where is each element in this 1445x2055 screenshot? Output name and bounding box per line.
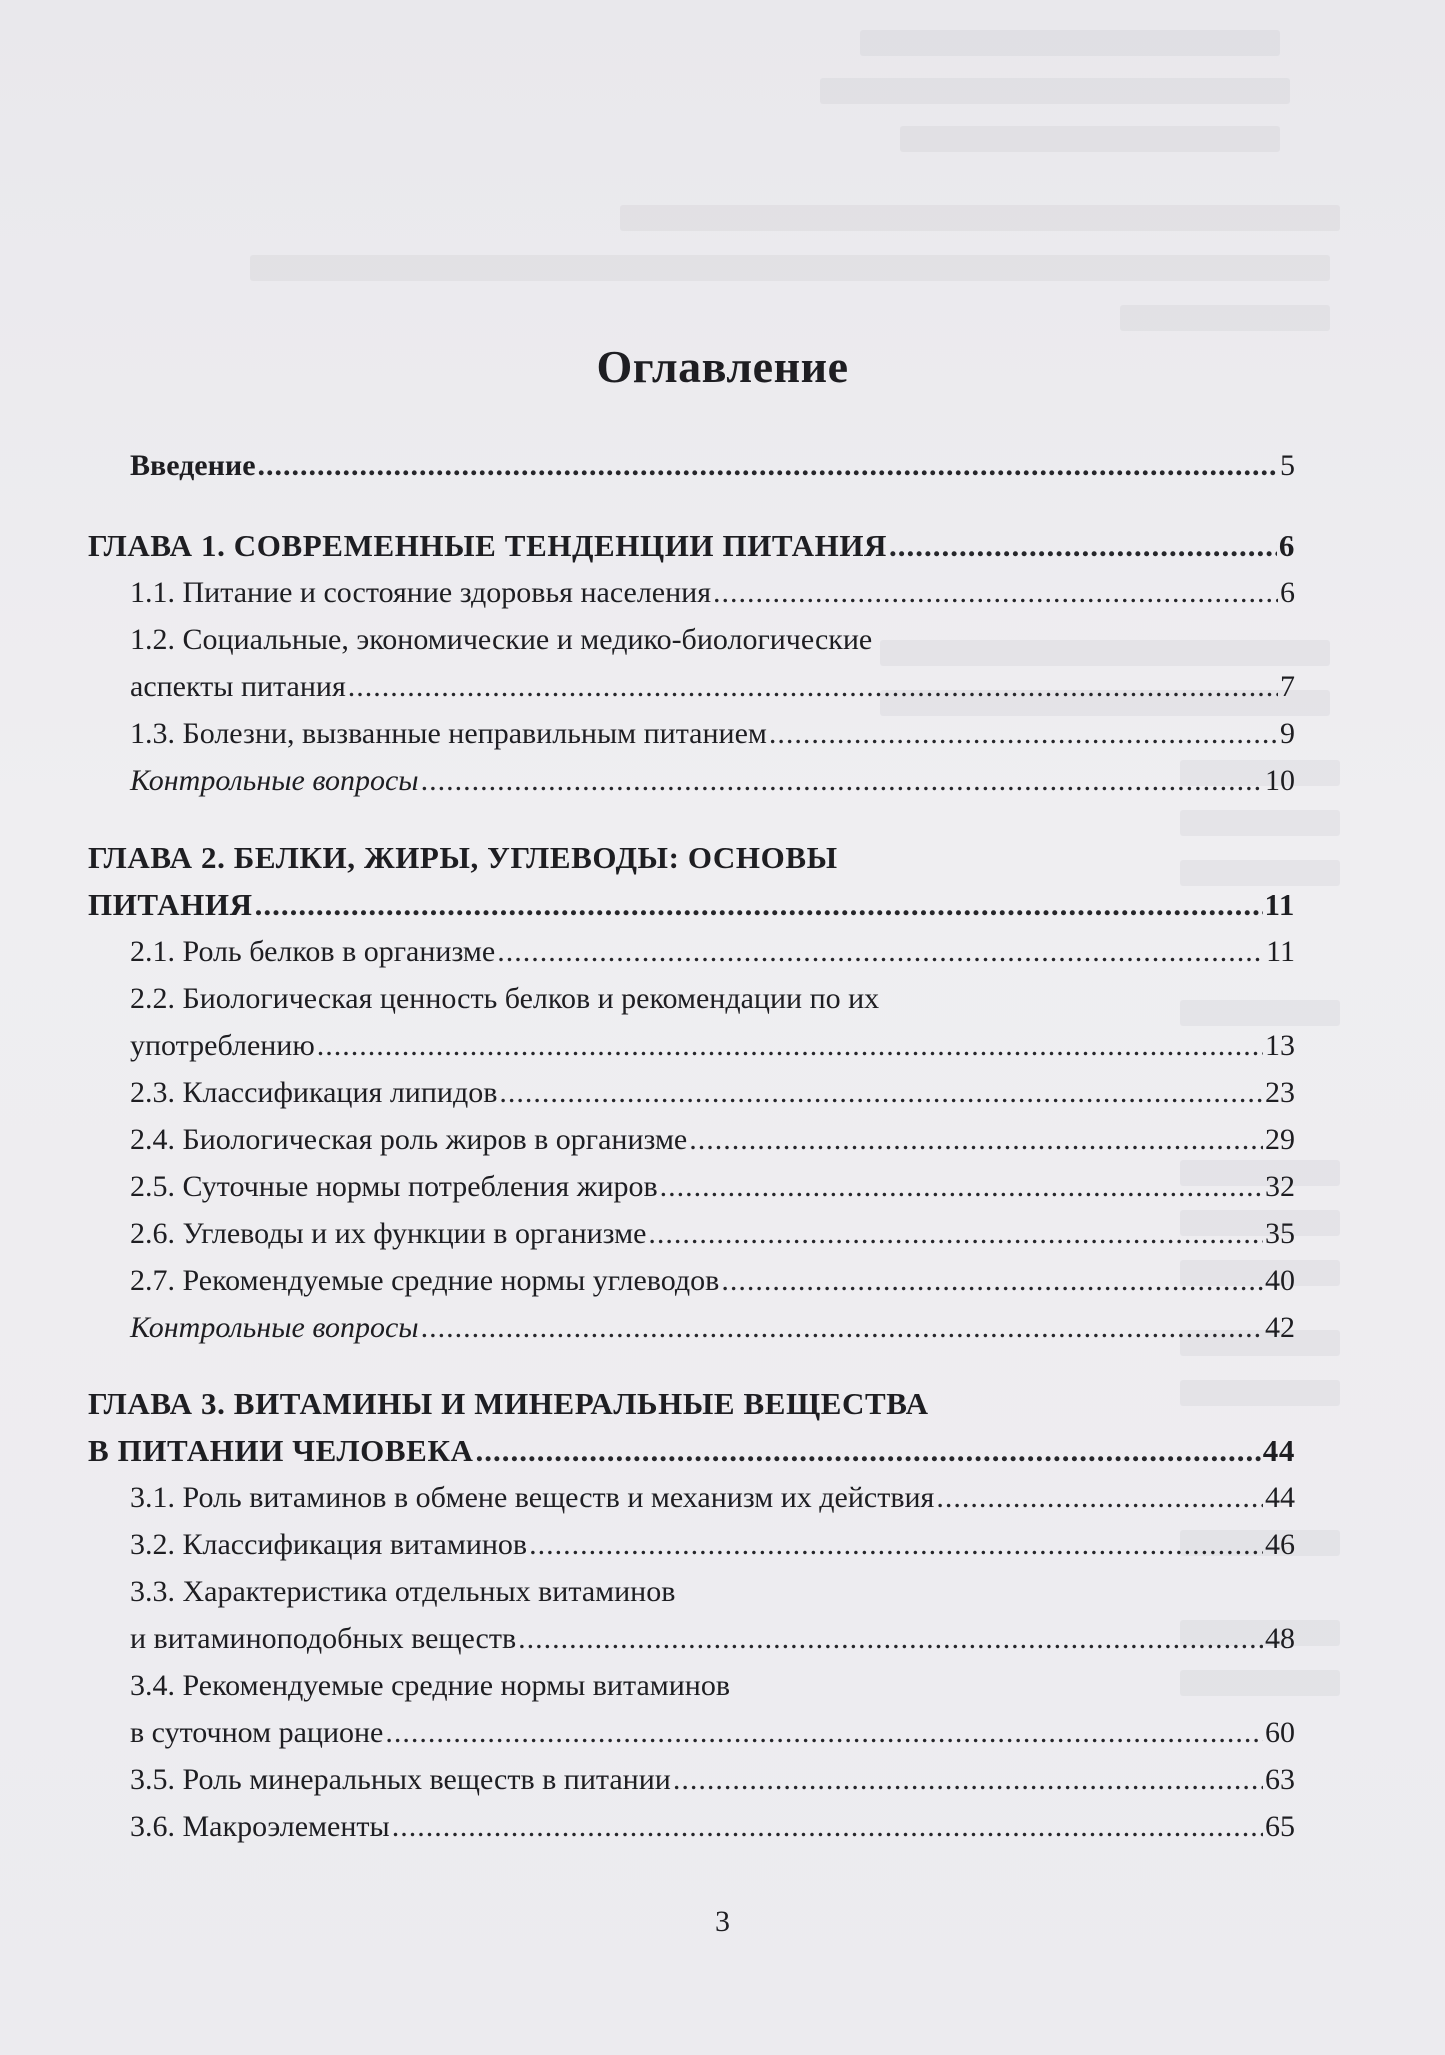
toc-page-number: 29 (1265, 1123, 1295, 1156)
toc-section-1-2[interactable] (130, 666, 1295, 708)
toc-chapter-3[interactable] (88, 1430, 1295, 1472)
toc-page-number: 9 (1280, 717, 1295, 750)
toc-section-3-1[interactable] (130, 1477, 1295, 1519)
toc-leader-dots (889, 525, 1277, 567)
toc-entry-label: употреблению (130, 1029, 315, 1062)
toc-entry-label: ПИТАНИЯ (88, 887, 253, 922)
toc-page-number: 42 (1265, 1311, 1295, 1344)
toc-entry-label: 2.7. Рекомендуемые средние нормы углеводов (130, 1264, 720, 1297)
toc-section-1-3[interactable] (130, 713, 1295, 755)
toc-leader-dots (499, 1072, 1263, 1114)
toc-section-2-2-line1[interactable]: 2.2. Биологическая ценность белков и рекомендации по их (130, 982, 880, 1015)
toc-leader-dots (421, 760, 1263, 802)
toc-leader-dots (421, 1307, 1263, 1349)
toc-section-1-1[interactable] (130, 572, 1295, 614)
toc-entry-label: 2.6. Углеводы и их функции в организме (130, 1217, 647, 1250)
page-number: 3 (715, 1905, 730, 1938)
toc-section-2-3[interactable] (130, 1072, 1295, 1114)
toc-leader-dots (518, 1618, 1263, 1660)
toc-entry-label: 3.2. Классификация витаминов (130, 1528, 528, 1561)
toc-page-number: 44 (1265, 1481, 1295, 1514)
toc-leader-dots (385, 1712, 1263, 1754)
toc-questions-1[interactable] (130, 760, 1295, 802)
toc-entry-label: 3.6. Макроэлементы (130, 1810, 390, 1843)
toc-entry-label: в суточном рационе (130, 1716, 384, 1749)
toc-leader-dots (673, 1759, 1263, 1801)
toc-chapter-3-line1[interactable]: ГЛАВА 3. ВИТАМИНЫ И МИНЕРАЛЬНЫЕ ВЕЩЕСТВА (88, 1386, 929, 1421)
toc-section-3-4[interactable] (130, 1712, 1295, 1754)
toc-page-number: 13 (1265, 1029, 1295, 1062)
toc-page-number: 46 (1265, 1528, 1295, 1561)
toc-leader-dots (348, 666, 1278, 708)
toc-page-number: 65 (1265, 1810, 1295, 1843)
toc-leader-dots (689, 1119, 1263, 1161)
toc-entry-label: 2.4. Биологическая роль жиров в организме (130, 1123, 688, 1156)
toc-leader-dots (529, 1524, 1263, 1566)
toc-entry-label: ГЛАВА 1. СОВРЕМЕННЫЕ ТЕНДЕНЦИИ ПИТАНИЯ (88, 528, 888, 563)
toc-section-3-4-line1[interactable]: 3.4. Рекомендуемые средние нормы витаминов (130, 1669, 731, 1702)
toc-page-number: 5 (1280, 449, 1295, 482)
toc-questions-2[interactable] (130, 1307, 1295, 1349)
toc-section-2-6[interactable] (130, 1213, 1295, 1255)
toc-leader-dots (769, 713, 1278, 755)
toc-section-3-6[interactable] (130, 1806, 1295, 1848)
toc-page-number: 23 (1265, 1076, 1295, 1109)
toc-section-3-3[interactable] (130, 1618, 1295, 1660)
toc-page-number: 48 (1265, 1622, 1295, 1655)
toc-entry-label: 1.3. Болезни, вызванные неправильным питанием (130, 717, 767, 750)
toc-section-2-7[interactable] (130, 1260, 1295, 1302)
toc-entry-label: и витаминоподобных веществ (130, 1622, 517, 1655)
toc-page-number: 7 (1280, 670, 1295, 703)
toc-entry-label: Контрольные вопросы (130, 1311, 419, 1344)
toc-entry-label: 2.3. Классификация липидов (130, 1076, 498, 1109)
toc-leader-dots (476, 1430, 1261, 1472)
toc-section-2-1[interactable] (130, 931, 1295, 973)
toc-entry-label: В ПИТАНИИ ЧЕЛОВЕКА (88, 1433, 474, 1468)
toc-chapter-1[interactable] (88, 525, 1295, 567)
toc-page-number: 40 (1265, 1264, 1295, 1297)
toc-leader-dots (721, 1260, 1263, 1302)
page-title: Оглавление (596, 341, 849, 392)
toc-section-2-2[interactable] (130, 1025, 1295, 1067)
toc-entry-label: аспекты питания (130, 670, 346, 703)
toc-page-number: 6 (1278, 528, 1295, 563)
toc-page-number: 10 (1265, 764, 1295, 797)
toc-leader-dots (497, 931, 1264, 973)
toc-leader-dots (258, 445, 1278, 487)
toc-leader-dots (936, 1477, 1263, 1519)
toc-section-3-3-line1[interactable]: 3.3. Характеристика отдельных витаминов (130, 1575, 676, 1608)
toc-page-number: 11 (1266, 935, 1295, 968)
toc-leader-dots (255, 884, 1263, 926)
toc-entry-label: Введение (130, 449, 256, 482)
toc-leader-dots (317, 1025, 1263, 1067)
toc-section-3-5[interactable] (130, 1759, 1295, 1801)
toc-page-number: 35 (1265, 1217, 1295, 1250)
toc-page-number: 32 (1265, 1170, 1295, 1203)
toc-section-1-2-line1[interactable]: 1.2. Социальные, экономические и медико-биологические (130, 623, 873, 656)
toc-entry-label: 1.1. Питание и состояние здоровья населения (130, 576, 712, 609)
toc-entry-intro[interactable] (130, 445, 1295, 487)
toc-chapter-2[interactable] (88, 884, 1295, 926)
toc-leader-dots (392, 1806, 1263, 1848)
toc-section-2-5[interactable] (130, 1166, 1295, 1208)
toc-entry-label: 2.5. Суточные нормы потребления жиров (130, 1170, 658, 1203)
toc-entry-label: 2.1. Роль белков в организме (130, 935, 496, 968)
toc-page-number: 63 (1265, 1763, 1295, 1796)
toc-leader-dots (713, 572, 1278, 614)
toc-page-number: 11 (1264, 887, 1295, 922)
toc-entry-label: 3.1. Роль витаминов в обмене веществ и механизм их действия (130, 1481, 935, 1514)
toc-leader-dots (660, 1166, 1263, 1208)
toc-page-number: 6 (1280, 576, 1295, 609)
toc-entry-label: Контрольные вопросы (130, 764, 419, 797)
toc-page-number: 60 (1265, 1716, 1295, 1749)
toc-entry-label: 3.5. Роль минеральных веществ в питании (130, 1763, 671, 1796)
toc-chapter-2-line1[interactable]: ГЛАВА 2. БЕЛКИ, ЖИРЫ, УГЛЕВОДЫ: ОСНОВЫ (88, 840, 838, 875)
toc-section-2-4[interactable] (130, 1119, 1295, 1161)
toc-leader-dots (648, 1213, 1263, 1255)
toc-page-number: 44 (1262, 1433, 1295, 1468)
toc-section-3-2[interactable] (130, 1524, 1295, 1566)
